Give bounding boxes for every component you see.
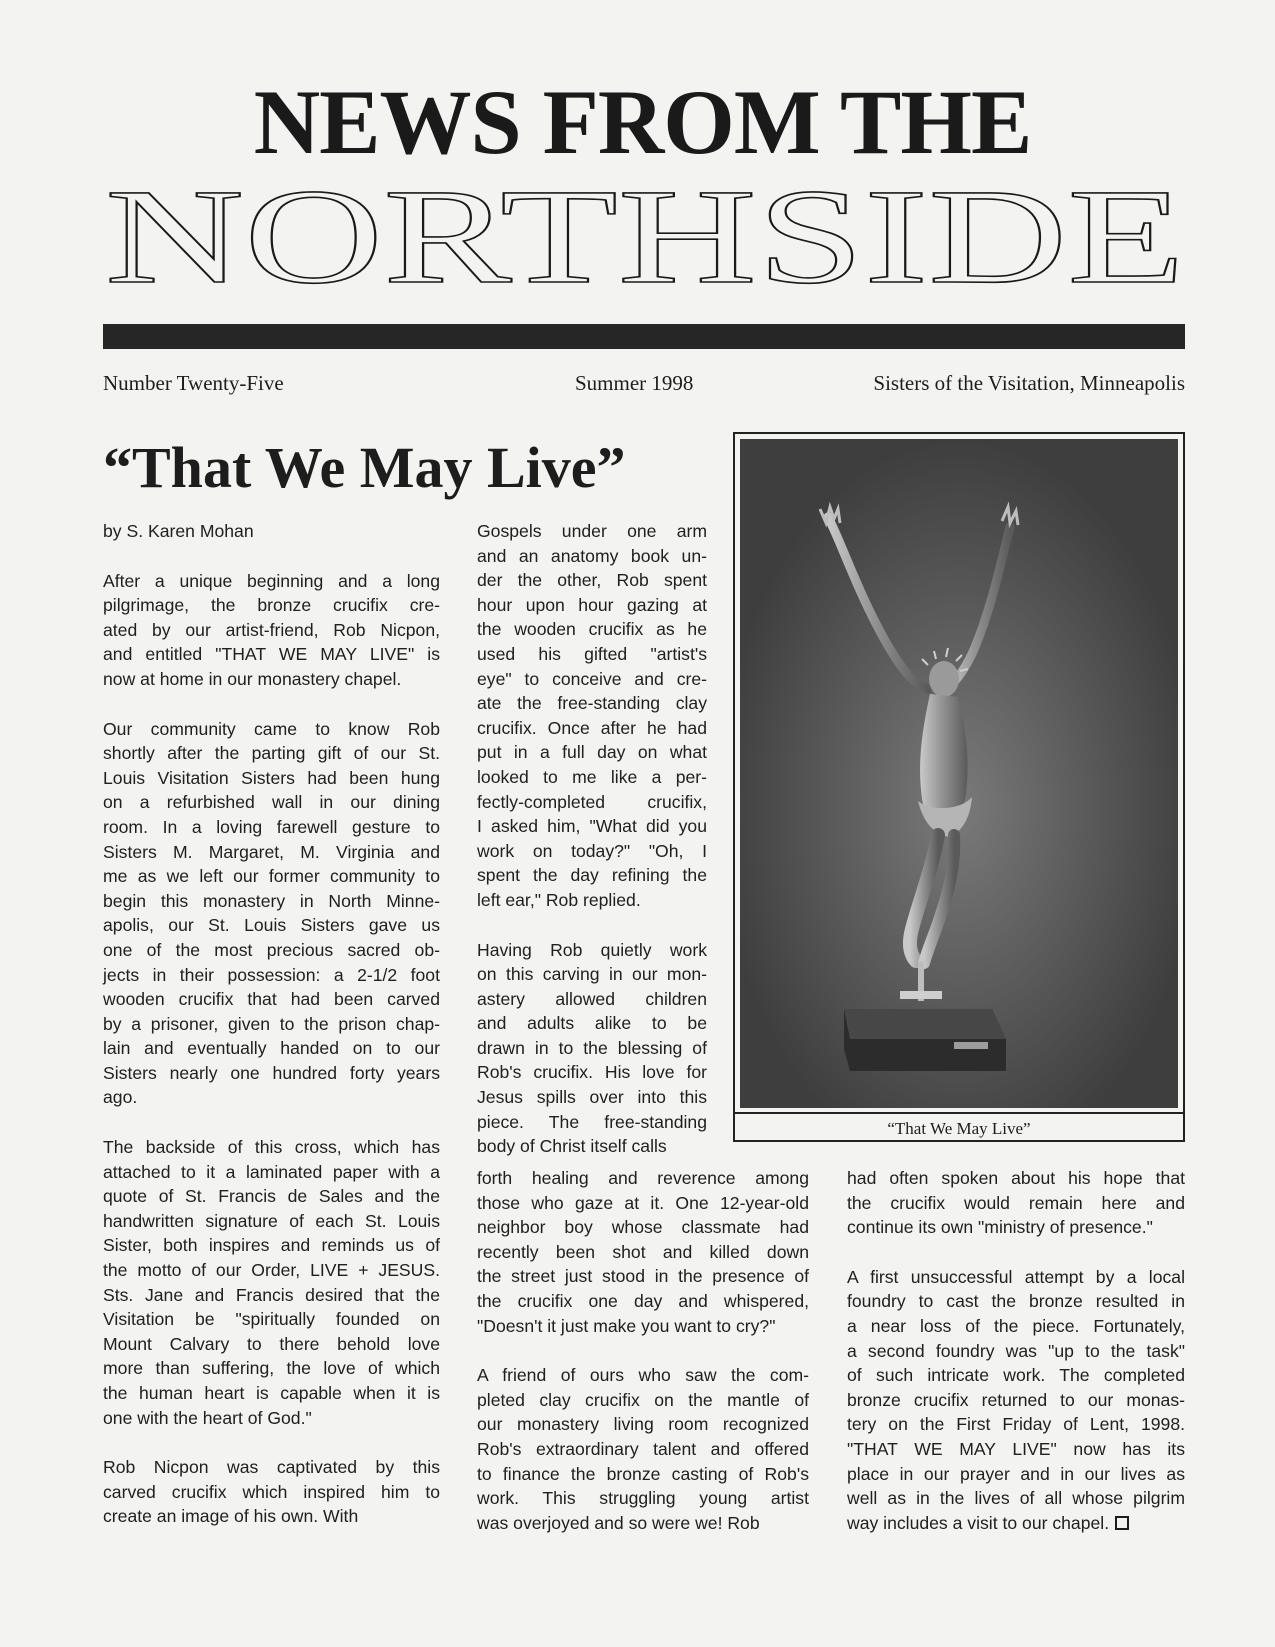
article-line: Jesus spills over into this [477,1087,707,1108]
bronze-crucifix-image [740,439,1178,1108]
article-line: foundry to cast the bronze resulted in [847,1291,1185,1312]
article-line: "Doesn't it just make you want to cry?" [477,1315,776,1336]
article-line: Sister, both inspires and reminds us of [103,1235,440,1256]
article-line: the street just stood in the presence of [477,1266,809,1287]
article-line: "THAT WE MAY LIVE" now has its [847,1438,1185,1459]
article-line: a near loss of the piece. Fortunately, [847,1315,1185,1336]
article-line: create an image of his own. With [103,1506,359,1527]
article-line: Sisters M. Margaret, M. Virginia and [103,841,440,862]
article-byline: by S. Karen Mohan [103,521,254,541]
column-body [477,519,707,1159]
article-line: the crucifix would remain here and [847,1192,1185,1213]
article-line: begin this monastery in North Minne- [103,890,440,911]
article-line: the wooden crucifix as he [477,619,707,640]
article-column-2-lower [477,1166,809,1535]
column-body [103,569,440,1529]
article-line: recently been shot and killed down [477,1241,809,1262]
end-mark-icon [1115,1516,1129,1530]
article-line: crucifix. Once after he had [477,717,707,738]
article-line: der the other, Rob spent [477,570,707,591]
article-line: the motto of our Order, LIVE + JESUS. [103,1260,440,1281]
article-line: neighbor boy whose classmate had [477,1217,809,1238]
article-line: continue its own "ministry of presence." [847,1217,1153,1238]
article-line: had often spoken about his hope that [847,1168,1185,1188]
article-line: lain and eventually handed on to our [103,1038,440,1059]
masthead-rule [103,324,1185,349]
article-headline: “That We May Live” [103,435,626,500]
article-line: ago. [103,1087,138,1108]
column-body [477,1166,809,1535]
article-line: fectly-completed crucifix, [477,791,707,812]
article-line: left ear," Rob replied. [477,889,641,910]
article-line: and entitled "THAT WE MAY LIVE" is [103,644,440,665]
article-line: was overjoyed and so were we! Rob [477,1512,760,1533]
article-line: work. This struggling young artist [477,1488,809,1509]
article-line: looked to me like a per- [477,766,707,787]
article-line: hour upon hour gazing at [477,594,707,615]
article-line: Rob's extraordinary talent and offered [477,1438,809,1459]
article-line: shortly after the parting gift of our St. [103,743,440,764]
article-line: tery on the First Friday of Lent, 1998. [847,1414,1185,1435]
article-line: A friend of ours who saw the com- [477,1365,809,1386]
article-line: The backside of this cross, which has [103,1137,440,1158]
article-line: our monastery living room recognized [477,1414,809,1435]
article-line: by a prisoner, given to the prison chap- [103,1013,440,1034]
article-line: Rob Nicpon was captivated by this [103,1457,440,1478]
masthead-title-top: NEWS FROM THE [253,71,1032,173]
article-line: of such intricate work. The completed [847,1365,1185,1386]
article-line: a second foundry was "up to the task" [847,1340,1185,1361]
article-line: Gospels under one arm [477,521,707,541]
article-line: more than suffering, the love of which [103,1358,440,1379]
article-line: carved crucifix which inspired him to [103,1481,440,1502]
article-line: pilgrimage, the bronze crucifix cre- [103,595,440,616]
article-line: body of Christ itself calls [477,1136,667,1157]
caption-rule [735,1112,1183,1114]
article-line: room. In a loving farewell gesture to [103,816,440,837]
article-line: one of the most precious sacred ob- [103,939,440,960]
article-line: Rob's crucifix. His love for [477,1062,707,1083]
article-column-1 [103,519,440,1529]
article-line: Having Rob quietly work [477,939,707,960]
masthead-title-main: NORTHSIDE [105,178,1185,298]
article-line: spent the day refining the [477,865,707,886]
article-line: forth healing and reverence among [477,1168,809,1188]
article-line: used his gifted "artist's [477,643,707,664]
article-line: and an anatomy book un- [477,545,707,566]
column-body [847,1166,1185,1535]
article-line: jects in their possession: a 2-1/2 foot [103,964,440,985]
article-line: bronze crucifix returned to our monas- [847,1389,1185,1410]
article-line: wooden crucifix that had been carved [103,989,440,1010]
article-line: the crucifix one day and whispered, [477,1290,809,1311]
article-line: ate the free-standing clay [477,693,707,714]
article-line: well as in the lives of all whose pilgrim [847,1488,1185,1509]
article-line: work on today?" "Oh, I [477,840,707,861]
article-line: I asked him, "What did you [477,816,707,837]
article-line: Louis Visitation Sisters had been hung [103,767,440,788]
article-line: drawn in to the blessing of [477,1037,707,1058]
article-line: one with the heart of God." [103,1407,312,1428]
issue-publisher: Sisters of the Visitation, Minneapolis [873,371,1185,395]
article-line: on this carving in our mon- [477,964,707,985]
article-line: Our community came to know Rob [103,718,440,739]
article-line: astery allowed children [477,988,707,1009]
article-line: piece. The free-standing [477,1111,707,1132]
article-line: Mount Calvary to there behold love [103,1333,440,1354]
article-line: and adults alike to be [477,1013,707,1034]
article-line: Visitation be "spiritually founded on [103,1309,440,1330]
article-line: to finance the bronze casting of Rob's [477,1463,809,1484]
article-line: Sisters nearly one hundred forty years [103,1062,440,1083]
photo-frame [733,432,1185,1142]
crucifix-photo [740,439,1178,1108]
issue-number: Number Twenty-Five [103,371,284,395]
article-line: the human heart is capable when it is [103,1383,440,1403]
article-line: ated by our artist-friend, Rob Nicpon, [103,619,440,640]
article-line: A first unsuccessful attempt by a local [847,1266,1185,1287]
article-line: handwritten signature of each St. Louis [103,1210,440,1231]
article-line: attached to it a laminated paper with a [103,1161,440,1182]
article-line: those who gaze at it. One 12-year-old [477,1192,809,1213]
article-line: now at home in our monastery chapel. [103,668,402,689]
article-column-3 [847,1166,1185,1535]
article-line: on a refurbished wall in our dining [103,792,440,813]
article-line: way includes a visit to our chapel. [847,1511,1185,1536]
article-line: place in our prayer and in our lives as [847,1463,1185,1484]
issue-date: Summer 1998 [575,371,694,395]
article-line: me as we left our former community to [103,866,440,887]
article-line: eye" to conceive and cre- [477,668,707,689]
photo-caption: “That We May Live” [887,1119,1031,1138]
masthead-outline-title [100,178,1190,298]
article-line: quote of St. Francis de Sales and the [103,1186,440,1207]
article-line: pleted clay crucifix on the mantle of [477,1389,809,1410]
article-line: Sts. Jane and Francis desired that the [103,1284,440,1305]
article-column-2 [477,519,707,1159]
article-line: put in a full day on what [477,742,707,763]
article-line: apolis, our St. Louis Sisters gave us [103,915,440,936]
article-line: After a unique beginning and a long [103,570,440,591]
